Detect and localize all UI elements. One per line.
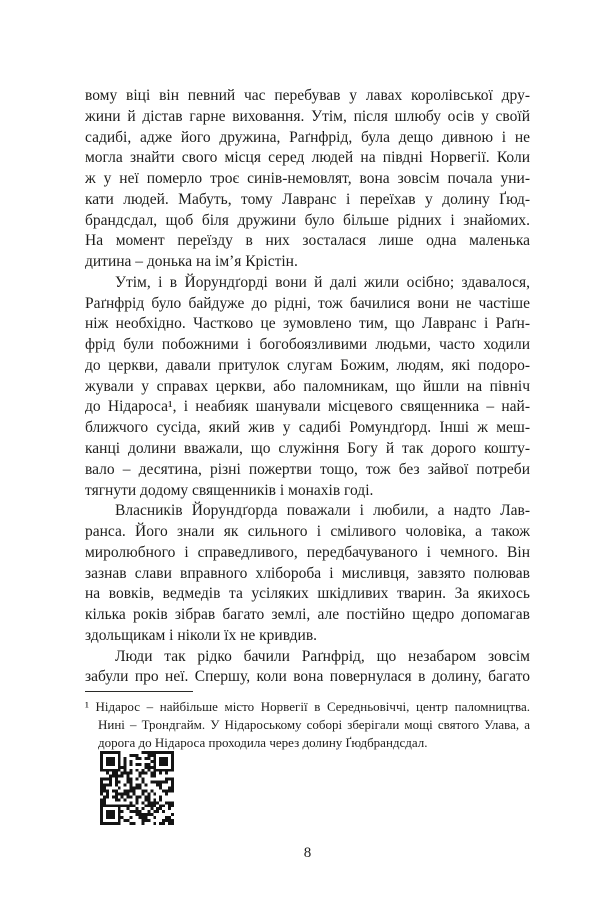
text-line: ближчого сусіда, який жив у садибі Ромундґорд. Інші ж меш-: [85, 419, 530, 437]
text-line: Утім, і в Йорундґорді вони й далі жили осібно; здавалося,: [115, 273, 530, 291]
text-line: вому віці він певний час перебував у лавах королівської дру-: [85, 87, 530, 104]
text-line: жини й дістав гарне виховання. Утім, після шлюбу осів у своїй: [85, 107, 530, 125]
text-line: кати людей. Мабуть, тому Лавранс і переїхав у долину Ґюд-: [85, 190, 530, 208]
text-line: садибі, адже його дружина, Раґнфрід, була дещо дивною і не: [85, 128, 530, 146]
qr-code: [100, 751, 174, 825]
text-line: Раґнфрід було байдуже до рідні, тож бачилися вони не частіше: [85, 294, 530, 312]
text-line: кілька років зібрав багато землі, але постійно щедро допомагав: [85, 606, 530, 624]
text-line: вало – десятина, різні пожертви тощо, тож без зайвої потреби: [85, 460, 530, 478]
footnote-separator: [85, 691, 193, 692]
footnote: [85, 698, 530, 753]
text-line: здольщикам і ніколи їх не кривдив.: [85, 626, 318, 644]
text-line: дитина – донька на ім’я Крістін.: [85, 253, 298, 271]
text-line: тягнути додому священників і монахів годі.: [85, 481, 374, 499]
text-line: на вовків, ведмедів та усіляких шкідливих тварин. За якихось: [85, 585, 530, 603]
text-line: фрід були побожними і богобоязливими людьми, часто ходили: [85, 336, 530, 354]
text-line: зазнав слави вправного хлібороба і мисливця, завзято полював: [85, 564, 530, 582]
footnote-line: Нині – Трондгайм. У Нідароському соборі зберігали мощі святого Улава, а: [98, 717, 530, 733]
text-line: миролюбного і справедливого, передбачуваного і чемного. Він: [85, 543, 530, 561]
body-text: [85, 86, 530, 688]
text-line: канці долини вважали, що служіння Богу й так дорого кошту-: [85, 440, 530, 458]
text-line: ж у неї померло троє синів-немовлят, вона зовсім почала уни-: [85, 170, 530, 188]
text-line: брандсдал, щоб біля дружини було більше рідних і знайомих.: [85, 211, 530, 229]
text-line: На момент переїзду в них зосталася лише одна маленька: [85, 232, 530, 250]
text-line: ніж необхідно. Частково це зумовлено тим, що Лавранс і Раґн-: [85, 315, 530, 333]
text-line: ранса. Його знали як сильного і сміливого чоловіка, а також: [85, 523, 530, 541]
text-line: могла знайти свого місця серед людей на півдні Норвегії. Коли: [85, 149, 530, 167]
footnote-line: ¹ Нідарос – найбільше місто Норвегії в Середньовіччі, центр паломництва.: [85, 699, 530, 714]
text-line: Люди так рідко бачили Раґнфрід, що незабаром зовсім: [115, 647, 530, 665]
text-line: жували у справах церкви, або паломникам, що йшли на північ: [85, 377, 530, 395]
page-number: 8: [303, 845, 312, 861]
text-line: забули про неї. Спершу, коли вона повернулася в долину, багато: [85, 668, 530, 686]
text-line: до Нідароса¹, і неабияк шанували місцевого священника – най-: [85, 398, 530, 416]
text-line: Власників Йорундґорда поважали і любили, а надто Лав-: [115, 502, 530, 520]
text-line: до церкви, давали притулок слугам Божим, людям, які подоро-: [85, 356, 530, 374]
footnote-line: дорога до Нідароса проходила через долину Ґюдбрандсдал.: [98, 735, 428, 751]
